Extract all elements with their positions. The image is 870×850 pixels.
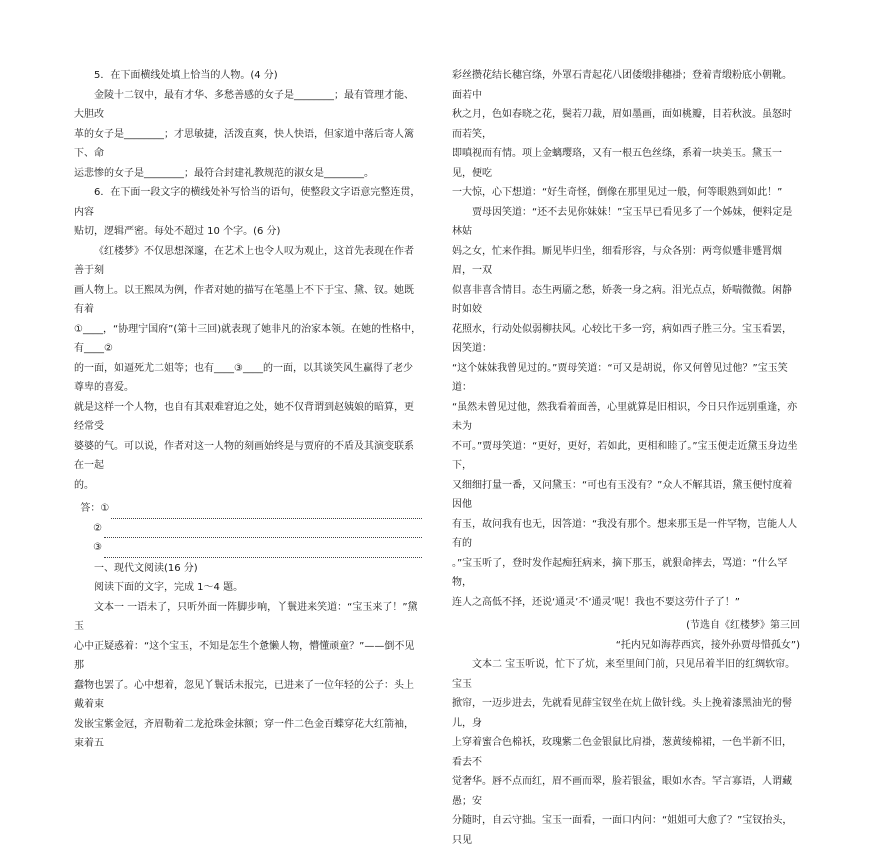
text1-cont-line: 妈之女，忙来作揖。厮见毕归坐，细看形容，与众各别：两弯似蹙非蹙罥烟眉，一双 [452,245,782,276]
text2-line: 分随时，自云守拙。宝玉一面看，一面口内问：“姐姐可大愈了？”宝钗抬头，只见 [452,815,793,846]
answer-blank-1[interactable] [111,505,422,519]
text1-cont-line: 不可。”贾母笑道：“更好，更好，若如此，更相和睦了。”宝玉便走近黛玉身边坐下， [452,440,798,471]
answer-line-1[interactable] [74,499,422,519]
question-5-line: 革的女子是________；才思敏捷，活泼直爽，快人快语，但家道中落后寄人篱下、命 [74,128,414,159]
answer-mark-3: ③ [93,542,103,553]
text1-cont-line: 秋之月，色如春晓之花，鬓若刀裁，眉如墨画，面如桃瓣，目若秋波。虽怒时而若笑， [452,109,792,140]
answer-line-3[interactable] [74,538,422,558]
section-title: 一、现代文阅读(16 分) [94,562,198,574]
text1-cont-line: 连人之高低不择，还说‘通灵’不‘通灵’呢！我也不要这劳什子了！” [452,596,740,608]
text1-cont-line: 一大惊，心下想道：“好生奇怪，倒像在那里见过一般，何等眼熟到如此！” [452,187,783,198]
text1-cont-line: 有玉，故问我有也无，因答道：“我没有那个。想来那玉是一件罕物，岂能人人有的 [452,518,798,549]
text1-line: 发嵌宝紫金冠，齐眉勒着二龙抢珠金抹额；穿一件二色金百蝶穿花大红箭袖，束着五 [74,718,414,749]
question-6-title-cont: 贴切，逻辑严密。每处不超过 10 个字。(6 分) [74,226,281,237]
passage-line: 的一面，如逼死尤二姐等；也有____③____的一面，以其谈笑风生赢得了老少尊卑的喜爱。 [74,362,413,393]
passage-line: 婆婆的气。可以说，作者对这一人物的刻画始终是与贾府的不盾及其演变联系在一起 [74,440,414,471]
question-5-line: 运悲惨的女子是________；最符合封建礼教规范的淑女是________。 [74,167,374,179]
text2-line: 上穿着蜜合色棉袄，玫瑰紫二色金银鼠比肩褂，葱黄绫棉裙，一色半新不旧，看去不 [452,737,792,768]
answer-mark-1: ① [100,503,110,514]
left-column [74,66,422,754]
source-citation: (节选自《红楼梦》第三回 [686,620,800,631]
text1-cont-line: “虽然未曾见过他，然我看着面善，心里就算是旧相识，今日只作远别重逢，亦未为 [452,401,798,432]
text1-line: 心中正疑惑着：“这个宝玉，不知是怎生个惫懒人物，懵懂顽童？”——倒不见那 [74,640,415,671]
text1-cont-line: 似喜非喜含情目。态生两靥之愁，娇袭一身之病。泪光点点，娇喘微微。闲静时如姣 [452,284,792,315]
source-citation-cont: “托内兄如海荐西宾，接外孙贾母惜孤女”) [615,639,800,651]
passage-line: 《红楼梦》不仅思想深邃，在艺术上也令人叹为观止，这首先表现在作者善于刻 [74,245,414,276]
question-5-line: 金陵十二钗中，最有才华、多愁善感的女子是________；最有管理才能、大胆改 [74,89,414,120]
text1-cont-line: “这个妹妹我曾见过的。”贾母笑道：“可又是胡说，你又何曾见过他？”宝玉笑道： [452,362,788,393]
question-6-title: 6．在下面一段文字的横线处补写恰当的语句，使整段文字语意完整连贯，内容 [74,187,421,218]
text1-line: 文本一 一语未了，只听外面一阵脚步响，丫鬟进来笑道：“宝玉来了！”黛玉 [74,601,418,632]
answer-blank-3[interactable] [104,544,422,558]
answer-line-2[interactable] [74,519,422,539]
text1-cont-line: 彩丝攒花结长穗宫绦，外罩石青起花八团倭缎排穗褂；登着青缎粉底小朝靴。面若中 [452,70,792,101]
passage-line: 画人物上。以王熙凤为例，作者对她的描写在笔墨上不下于宝、黛、钗。她既有着 [74,284,414,315]
text1-cont-line: 花照水，行动处似弱柳扶风。心较比干多一窍，病如西子胜三分。宝玉看罢，因笑道： [452,323,792,354]
text1-cont-line: 。”宝玉听了，登时发作起痴狂病来，摘下那玉，就狠命摔去，骂道：“什么罕物， [452,557,788,588]
passage-line: 的。 [74,479,94,491]
passage-line: ①____，“协理宁国府”(第十三回)就表现了她非凡的治家本领。在她的性格中，有____② [74,323,422,354]
question-5-title: 5．在下面横线处填上恰当的人物。(4 分) [94,70,278,81]
answer-blank-2[interactable] [104,524,422,538]
text1-cont-line: 贾母因笑道：“还不去见你妹妹！”宝玉早已看见多了一个姊妹，便料定是林姑 [452,206,793,237]
right-column [452,66,800,850]
text1-cont-line: 即嗔视而有情。项上金螭璎珞，又有一根五色丝绦，系着一块美玉。黛玉一见，便吃 [452,148,782,179]
passage-line: 就是这样一个人物，也自有其艰难窘迫之处，她不仅背谓到赵姨娘的暗算，更经常受 [74,401,414,432]
section-instruction: 阅读下面的文字，完成 1～4 题。 [94,582,244,593]
answer-mark-2: ② [93,522,103,534]
text1-cont-line: 又细细打量一番，又问黛玉：“可也有玉没有？”众人不解其语，黛玉便忖度着因他 [452,479,793,510]
text2-line: 觉奢华。唇不点而红，眉不画而翠，脸若银盆，眼如水杏。罕言寡语，人谓藏愚；安 [452,776,792,807]
answer-label: 答： [80,503,101,514]
text2-line: 文本二 宝玉听说，忙下了炕，来至里间门前，只见吊着半旧的红绸软帘。宝玉 [452,659,796,690]
text2-line: 掀帘，一迈步进去，先就看见薛宝钗坐在炕上做针线。头上挽着漆黑油光的髻儿，身 [452,698,792,729]
text1-line: 蠢物也罢了。心中想着，忽见丫鬟话未报完，已进来了一位年轻的公子：头上戴着束 [74,679,414,710]
